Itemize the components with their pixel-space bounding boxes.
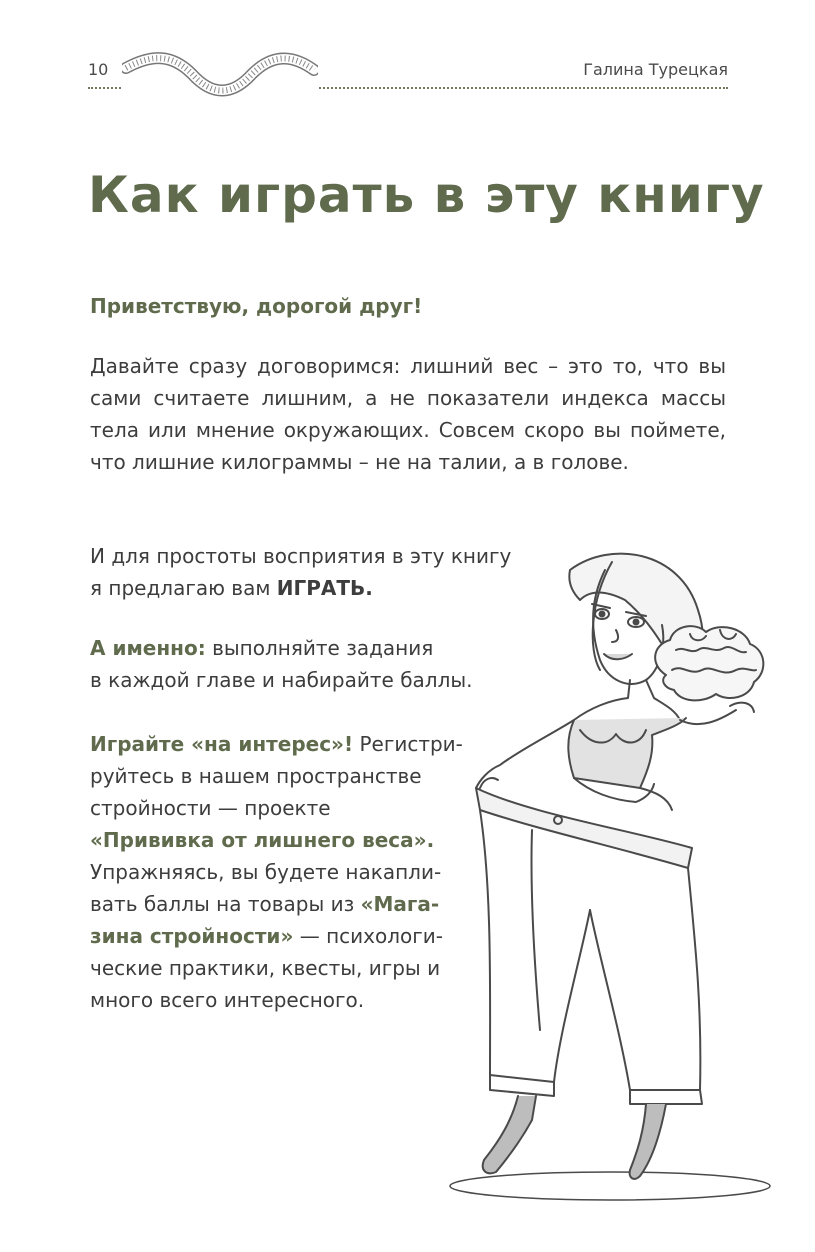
- page-header: [88, 56, 728, 96]
- interest-line-7: зина стройности» — психологи-: [90, 924, 443, 948]
- interest-paragraph: [90, 728, 463, 1016]
- namely-line-1: А именно: выполняйте задания: [90, 636, 434, 660]
- interest-line-2: руйтесь в нашем пространстве: [90, 764, 422, 788]
- interest-line-1: Играйте «на интерес»! Регистри-: [90, 732, 463, 756]
- intro-paragraph: Давайте сразу договоримся: лишний вес – это то, что вы сами считаете лишним, а не показатели индекса массы тела или мнение окружающих. Совсем скоро вы поймете, что лишние килограммы – не на талии, а в голове.: [90, 354, 726, 474]
- interest-line-3: стройности — проекте: [90, 796, 331, 820]
- project-name: «Прививка от лишнего веса».: [90, 828, 435, 852]
- chapter-title: Как играть в эту книгу: [88, 166, 765, 224]
- woman-illustration: [440, 530, 780, 1220]
- interest-line-9: много всего интересного.: [90, 988, 365, 1012]
- namely-line-2: в каждой главе и набирайте баллы.: [90, 668, 473, 692]
- measuring-tape-icon: [122, 52, 318, 98]
- page-number: 10: [88, 60, 109, 79]
- interest-line-5: Упражняясь, вы будете накапли-: [90, 860, 442, 884]
- play-line-1: И для простоты восприятия в эту книгу: [90, 544, 512, 568]
- greeting: Приветствую, дорогой друг!: [90, 294, 423, 318]
- play-line-2: я предлагаю вам ИГРАТЬ.: [90, 576, 373, 600]
- namely-paragraph: [90, 632, 473, 696]
- author-name: Галина Турецкая: [583, 60, 728, 79]
- interest-line-8: ческие практики, квесты, игры и: [90, 956, 441, 980]
- interest-line-6: вать баллы на товары из «Мага-: [90, 892, 440, 916]
